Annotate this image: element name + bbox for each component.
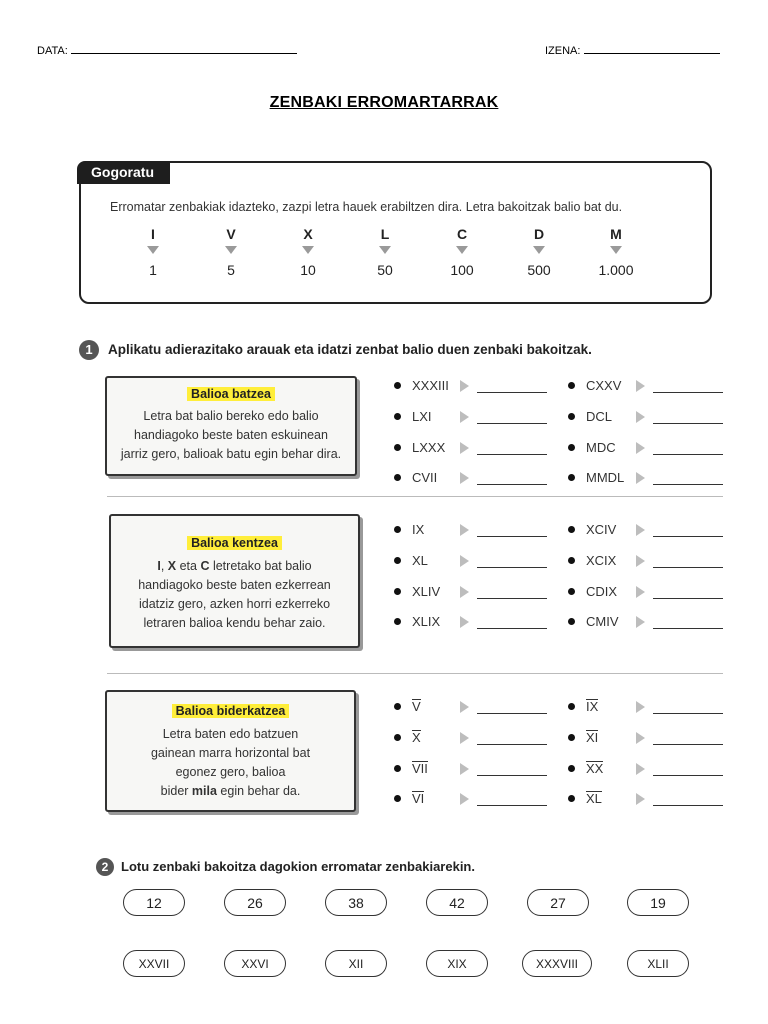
roman-numeral: XL — [412, 553, 428, 568]
play-arrow-icon — [460, 472, 469, 484]
card-body: Letra baten edo batzuen gainean marra horizontal bat egonez gero, balioa bider mila egin behar da. — [150, 727, 311, 798]
bullet-icon — [394, 474, 401, 481]
play-arrow-icon — [636, 472, 645, 484]
number-pill[interactable]: 42 — [426, 889, 488, 916]
roman-pill[interactable]: XIX — [426, 950, 488, 977]
play-arrow-icon — [636, 701, 645, 713]
card-title: Balioa biderkatzea — [107, 704, 354, 718]
list-item — [394, 790, 724, 808]
page-title: ZENBAKI ERROMARTARRAK — [269, 94, 499, 111]
answer-blank[interactable] — [653, 536, 723, 537]
list-item — [394, 698, 724, 716]
bullet-icon — [568, 765, 575, 772]
number-pill[interactable]: 12 — [123, 889, 185, 916]
play-arrow-icon — [460, 732, 469, 744]
roman-numeral: CDIX — [586, 584, 618, 599]
date-field[interactable] — [37, 45, 297, 57]
play-arrow-icon — [460, 586, 469, 598]
card-title: Balioa kentzea — [111, 536, 358, 550]
roman-pill[interactable]: XXXVIII — [522, 950, 592, 977]
play-arrow-icon — [636, 411, 645, 423]
date-label: DATA: — [37, 45, 68, 57]
roman-numeral: XCIV — [586, 522, 617, 537]
list-item — [394, 552, 724, 570]
number-pill[interactable]: 26 — [224, 889, 286, 916]
list-item — [394, 613, 724, 631]
roman-value: 100 — [450, 262, 474, 278]
list-item — [394, 408, 724, 426]
roman-numeral: XXXIII — [412, 378, 449, 393]
section-divider — [107, 673, 723, 674]
number-pill[interactable]: 19 — [627, 889, 689, 916]
gogoratu-sentence: Erromatar zenbakiak idazteko, zazpi letra hauek erabiltzen dira. Letra bakoitzak balio bat du. — [110, 200, 623, 214]
roman-numeral: XCIX — [586, 553, 617, 568]
bullet-icon — [394, 413, 401, 420]
rule-card-addition — [105, 376, 357, 476]
roman-value: 50 — [377, 262, 393, 278]
answer-blank[interactable] — [653, 423, 723, 424]
play-arrow-icon — [636, 763, 645, 775]
roman-col-I — [123, 226, 183, 278]
name-field[interactable] — [545, 45, 720, 57]
answer-blank[interactable] — [477, 805, 547, 806]
roman-pill[interactable]: XXVI — [224, 950, 286, 977]
roman-value: 1.000 — [598, 262, 634, 278]
exercise1-instruction: Aplikatu adierazitako arauak eta idatzi zenbat balio duen zenbaki bakoitzak. — [108, 342, 592, 357]
roman-pill[interactable]: XLII — [627, 950, 689, 977]
answer-blank[interactable] — [653, 805, 723, 806]
answer-blank[interactable] — [477, 484, 547, 485]
roman-letter: M — [610, 226, 622, 242]
roman-col-M — [586, 226, 646, 278]
roman-col-X — [278, 226, 338, 278]
answer-blank[interactable] — [653, 567, 723, 568]
list-item — [394, 439, 724, 457]
bullet-icon — [568, 795, 575, 802]
bullet-icon — [394, 526, 401, 533]
play-arrow-icon — [636, 586, 645, 598]
play-arrow-icon — [636, 442, 645, 454]
answer-blank[interactable] — [477, 392, 547, 393]
roman-numeral: MDC — [586, 440, 616, 455]
answer-blank[interactable] — [653, 628, 723, 629]
play-arrow-icon — [636, 380, 645, 392]
bullet-icon — [394, 795, 401, 802]
roman-letter: V — [226, 226, 236, 242]
answer-blank[interactable] — [653, 775, 723, 776]
list-item — [394, 583, 724, 601]
date-line[interactable] — [71, 53, 297, 54]
down-arrow-icon — [456, 246, 468, 254]
roman-numeral: XLIV — [412, 584, 441, 599]
bullet-icon — [394, 618, 401, 625]
answer-blank[interactable] — [477, 598, 547, 599]
roman-numeral: LXXX — [412, 440, 446, 455]
roman-numeral: CXXV — [586, 378, 622, 393]
exercise2-instruction: Lotu zenbaki bakoitza dagokion erromatar zenbakiarekin. — [121, 859, 475, 874]
answer-blank[interactable] — [477, 454, 547, 455]
roman-pill[interactable]: XII — [325, 950, 387, 977]
rule-card-subtraction — [109, 514, 360, 648]
roman-numeral: XL — [586, 791, 602, 806]
list-item — [394, 729, 724, 747]
rule-card-multiplication — [105, 690, 356, 812]
roman-letter: L — [380, 226, 390, 242]
play-arrow-icon — [636, 793, 645, 805]
card-body: Letra bat balio bereko edo balio handiagoko beste baten eskuinean jarriz gero, balioak batu egin behar dira. — [120, 409, 342, 461]
answer-blank[interactable] — [653, 598, 723, 599]
play-arrow-icon — [636, 732, 645, 744]
down-arrow-icon — [147, 246, 159, 254]
answer-blank[interactable] — [477, 744, 547, 745]
card-body: I, X eta C letretako bat balio handiagoko beste baten ezkerrean idatziz gero, azken horri ezkerreko letraren balioa kendu behar zaio. — [138, 559, 331, 630]
name-line[interactable] — [584, 53, 720, 54]
down-arrow-icon — [533, 246, 545, 254]
bullet-icon — [568, 734, 575, 741]
roman-col-D — [509, 226, 569, 278]
roman-numeral: IX — [586, 699, 599, 714]
answer-blank[interactable] — [653, 713, 723, 714]
roman-col-C — [432, 226, 492, 278]
exercise-number-badge: 2 — [96, 858, 114, 876]
roman-numeral: LXI — [412, 409, 432, 424]
roman-numeral: XX — [586, 761, 604, 776]
answer-blank[interactable] — [653, 392, 723, 393]
play-arrow-icon — [460, 411, 469, 423]
answer-blank[interactable] — [477, 567, 547, 568]
roman-numeral: MMDL — [586, 470, 625, 485]
roman-col-V — [201, 226, 261, 278]
roman-numeral: X — [412, 730, 421, 745]
roman-letter: C — [456, 226, 468, 242]
roman-col-L — [355, 226, 415, 278]
list-item — [394, 469, 724, 487]
play-arrow-icon — [460, 442, 469, 454]
down-arrow-icon — [225, 246, 237, 254]
roman-value: 10 — [300, 262, 316, 278]
answer-blank[interactable] — [653, 484, 723, 485]
play-arrow-icon — [460, 701, 469, 713]
play-arrow-icon — [460, 793, 469, 805]
roman-letter: D — [533, 226, 545, 242]
answer-blank[interactable] — [477, 713, 547, 714]
roman-letter: X — [303, 226, 313, 242]
roman-numeral: CMIV — [586, 614, 619, 629]
answer-blank[interactable] — [653, 744, 723, 745]
list-item — [394, 760, 724, 778]
answer-blank[interactable] — [477, 536, 547, 537]
section-divider — [107, 496, 723, 497]
number-pill[interactable]: 27 — [527, 889, 589, 916]
answer-blank[interactable] — [477, 775, 547, 776]
roman-value: 500 — [527, 262, 551, 278]
bullet-icon — [394, 444, 401, 451]
play-arrow-icon — [460, 524, 469, 536]
down-arrow-icon — [610, 246, 622, 254]
name-label: IZENA: — [545, 45, 581, 57]
roman-numeral: IX — [412, 522, 425, 537]
bullet-icon — [394, 734, 401, 741]
bullet-icon — [568, 557, 575, 564]
roman-numeral: CVII — [412, 470, 438, 485]
roman-letter: I — [151, 226, 155, 242]
bullet-icon — [568, 703, 575, 710]
answer-blank[interactable] — [653, 454, 723, 455]
answer-blank[interactable] — [477, 423, 547, 424]
roman-numeral: VI — [412, 791, 425, 806]
play-arrow-icon — [636, 555, 645, 567]
play-arrow-icon — [460, 616, 469, 628]
bullet-icon — [394, 382, 401, 389]
card-title: Balioa batzea — [107, 387, 355, 401]
bullet-icon — [394, 557, 401, 564]
play-arrow-icon — [460, 763, 469, 775]
roman-pill[interactable]: XXVII — [123, 950, 185, 977]
play-arrow-icon — [636, 616, 645, 628]
roman-numeral: XLIX — [412, 614, 441, 629]
bullet-icon — [568, 474, 575, 481]
bullet-icon — [568, 382, 575, 389]
down-arrow-icon — [302, 246, 314, 254]
bullet-icon — [568, 413, 575, 420]
bullet-icon — [394, 765, 401, 772]
play-arrow-icon — [636, 524, 645, 536]
roman-numeral: DCL — [586, 409, 613, 424]
roman-value: 1 — [149, 262, 157, 278]
roman-numeral: V — [412, 699, 421, 714]
down-arrow-icon — [379, 246, 391, 254]
roman-value: 5 — [227, 262, 235, 278]
bullet-icon — [568, 618, 575, 625]
play-arrow-icon — [460, 380, 469, 392]
list-item — [394, 377, 724, 395]
play-arrow-icon — [460, 555, 469, 567]
roman-numeral: VII — [412, 761, 428, 776]
roman-numeral: XI — [586, 730, 599, 745]
bullet-icon — [568, 444, 575, 451]
list-item — [394, 521, 724, 539]
bullet-icon — [394, 588, 401, 595]
bullet-icon — [568, 588, 575, 595]
gogoratu-tab: Gogoratu — [77, 161, 170, 184]
bullet-icon — [394, 703, 401, 710]
bullet-icon — [568, 526, 575, 533]
exercise-number-badge: 1 — [79, 340, 99, 360]
number-pill[interactable]: 38 — [325, 889, 387, 916]
answer-blank[interactable] — [477, 628, 547, 629]
